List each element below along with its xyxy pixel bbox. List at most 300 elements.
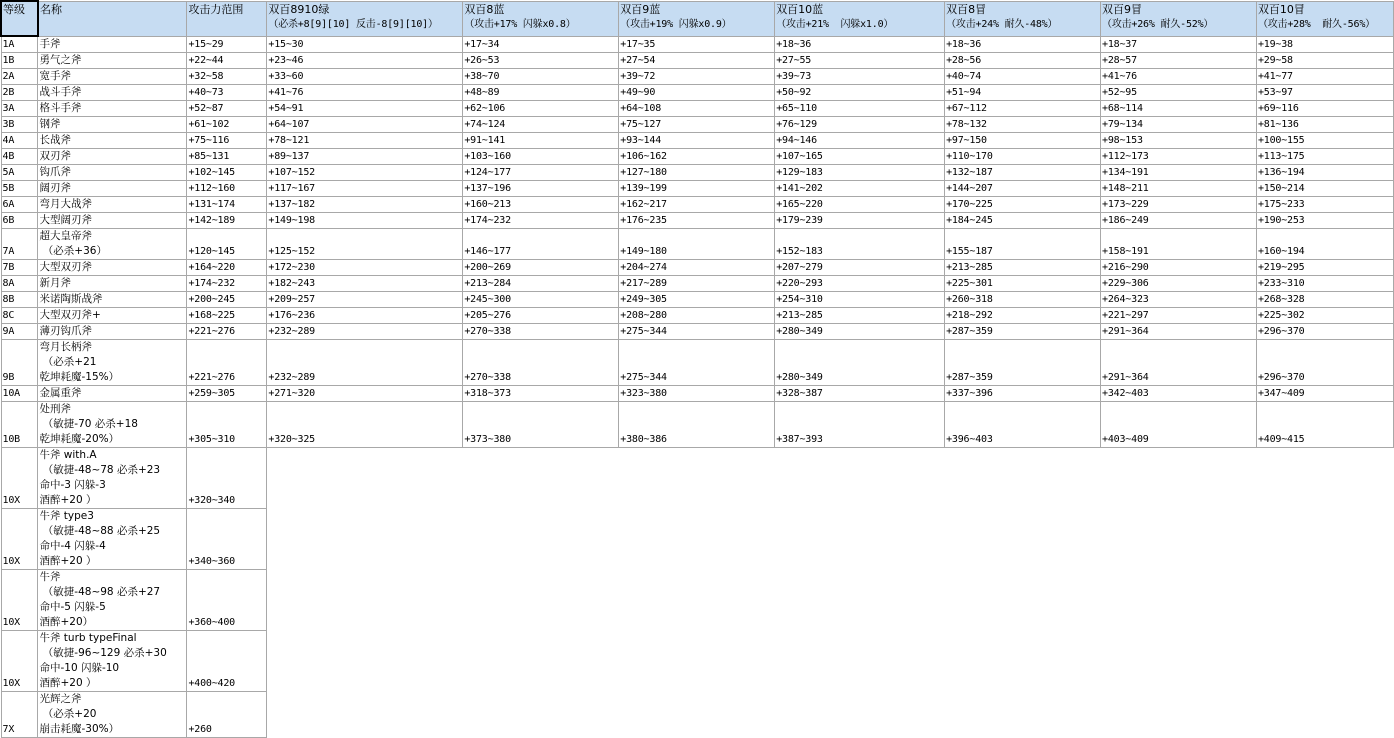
value-cell[interactable]: +409~415 bbox=[1256, 402, 1393, 448]
value-cell[interactable]: +225~302 bbox=[1256, 308, 1393, 324]
empty-cell bbox=[1101, 692, 1257, 738]
range-cell[interactable]: +305~310 bbox=[187, 402, 267, 448]
value-cell[interactable]: +182~243 bbox=[267, 276, 463, 292]
grade-cell[interactable]: 10B bbox=[1, 402, 38, 448]
value-cell[interactable]: +41~76 bbox=[267, 85, 463, 101]
header-col7-cell[interactable] bbox=[1256, 1, 1393, 36]
range-cell[interactable]: +200~245 bbox=[187, 292, 267, 308]
range-cell[interactable]: +22~44 bbox=[187, 53, 267, 69]
range-cell[interactable]: +221~276 bbox=[187, 340, 267, 386]
name-cell[interactable]: 弯月大战斧 bbox=[38, 197, 187, 213]
value-cell[interactable]: +144~207 bbox=[945, 181, 1101, 197]
range-cell[interactable]: +32~58 bbox=[187, 69, 267, 85]
value-cell[interactable]: +112~173 bbox=[1101, 149, 1257, 165]
empty-cell bbox=[619, 448, 775, 509]
empty-cell bbox=[1101, 631, 1257, 692]
value-cell[interactable]: +213~285 bbox=[945, 260, 1101, 276]
value-cell[interactable]: +52~95 bbox=[1101, 85, 1257, 101]
empty-cell bbox=[945, 509, 1101, 570]
name-cell[interactable]: 钢斧 bbox=[38, 117, 187, 133]
range-cell[interactable]: +85~131 bbox=[187, 149, 267, 165]
value-cell[interactable]: +200~269 bbox=[463, 260, 619, 276]
value-cell[interactable]: +173~229 bbox=[1101, 197, 1257, 213]
value-cell[interactable]: +107~152 bbox=[267, 165, 463, 181]
value-cell[interactable]: +190~253 bbox=[1256, 213, 1393, 229]
value-cell[interactable]: +100~155 bbox=[1256, 133, 1393, 149]
value-cell[interactable]: +39~72 bbox=[619, 69, 775, 85]
grade-cell[interactable]: 8C bbox=[1, 308, 38, 324]
range-cell[interactable]: +360~400 bbox=[187, 570, 267, 631]
value-cell[interactable]: +78~132 bbox=[945, 117, 1101, 133]
value-cell[interactable]: +205~276 bbox=[463, 308, 619, 324]
name-cell[interactable]: 金属重斧 bbox=[38, 386, 187, 402]
value-cell[interactable]: +221~297 bbox=[1101, 308, 1257, 324]
table-row bbox=[1, 260, 1394, 276]
value-cell[interactable]: +184~245 bbox=[945, 213, 1101, 229]
value-cell[interactable]: +41~77 bbox=[1256, 69, 1393, 85]
name-cell[interactable]: 大型阔刃斧 bbox=[38, 213, 187, 229]
value-cell[interactable]: +53~97 bbox=[1256, 85, 1393, 101]
name-cell[interactable]: 长战斧 bbox=[38, 133, 187, 149]
empty-cell bbox=[463, 509, 619, 570]
value-cell[interactable]: +141~202 bbox=[775, 181, 945, 197]
value-cell[interactable]: +79~134 bbox=[1101, 117, 1257, 133]
value-cell[interactable]: +174~232 bbox=[463, 213, 619, 229]
name-cell[interactable]: 处刑斧 （敏捷-70 必杀+18 乾坤耗魔-20%） bbox=[38, 402, 187, 448]
empty-cell bbox=[267, 509, 463, 570]
value-cell[interactable]: +18~36 bbox=[945, 36, 1101, 53]
table-row bbox=[1, 276, 1394, 292]
grade-cell[interactable]: 8B bbox=[1, 292, 38, 308]
name-cell[interactable]: 勇气之斧 bbox=[38, 53, 187, 69]
grade-cell[interactable]: 7B bbox=[1, 260, 38, 276]
value-cell[interactable]: +264~323 bbox=[1101, 292, 1257, 308]
value-cell[interactable]: +225~301 bbox=[945, 276, 1101, 292]
name-cell[interactable]: 手斧 bbox=[38, 36, 187, 53]
name-cell[interactable]: 双刃斧 bbox=[38, 149, 187, 165]
value-cell[interactable]: +232~289 bbox=[267, 324, 463, 340]
value-cell[interactable]: +347~409 bbox=[1256, 386, 1393, 402]
value-cell[interactable]: +124~177 bbox=[463, 165, 619, 181]
header-col5-title: 双百8冒 bbox=[946, 2, 987, 16]
value-cell[interactable]: +51~94 bbox=[945, 85, 1101, 101]
table-row bbox=[1, 509, 1394, 570]
value-cell[interactable]: +39~73 bbox=[775, 69, 945, 85]
grade-cell[interactable]: 6A bbox=[1, 197, 38, 213]
value-cell[interactable]: +320~325 bbox=[267, 402, 463, 448]
value-cell[interactable]: +291~364 bbox=[1101, 324, 1257, 340]
value-cell[interactable]: +208~280 bbox=[619, 308, 775, 324]
value-cell[interactable]: +91~141 bbox=[463, 133, 619, 149]
value-cell[interactable]: +160~194 bbox=[1256, 229, 1393, 260]
empty-cell bbox=[619, 509, 775, 570]
range-cell[interactable]: +260 bbox=[187, 692, 267, 738]
value-cell[interactable]: +78~121 bbox=[267, 133, 463, 149]
value-cell[interactable]: +67~112 bbox=[945, 101, 1101, 117]
value-cell[interactable]: +68~114 bbox=[1101, 101, 1257, 117]
empty-cell bbox=[945, 631, 1101, 692]
empty-cell bbox=[1256, 509, 1393, 570]
range-cell[interactable]: +40~73 bbox=[187, 85, 267, 101]
empty-cell bbox=[775, 570, 945, 631]
value-cell[interactable]: +137~182 bbox=[267, 197, 463, 213]
range-cell[interactable]: +340~360 bbox=[187, 509, 267, 570]
value-cell[interactable]: +233~310 bbox=[1256, 276, 1393, 292]
grade-cell[interactable]: 2B bbox=[1, 85, 38, 101]
value-cell[interactable]: +110~170 bbox=[945, 149, 1101, 165]
value-cell[interactable]: +62~106 bbox=[463, 101, 619, 117]
header-name-cell[interactable]: 名称 bbox=[38, 1, 187, 36]
empty-cell bbox=[267, 692, 463, 738]
grade-cell[interactable]: 5A bbox=[1, 165, 38, 181]
table-row bbox=[1, 101, 1394, 117]
value-cell[interactable]: +268~328 bbox=[1256, 292, 1393, 308]
range-cell[interactable]: +168~225 bbox=[187, 308, 267, 324]
value-cell[interactable]: +27~54 bbox=[619, 53, 775, 69]
table-row bbox=[1, 631, 1394, 692]
empty-cell bbox=[775, 631, 945, 692]
grade-cell[interactable]: 10A bbox=[1, 386, 38, 402]
value-cell[interactable]: +296~370 bbox=[1256, 340, 1393, 386]
value-cell[interactable]: +17~34 bbox=[463, 36, 619, 53]
value-cell[interactable]: +152~183 bbox=[775, 229, 945, 260]
value-cell[interactable]: +134~191 bbox=[1101, 165, 1257, 181]
value-cell[interactable]: +28~56 bbox=[945, 53, 1101, 69]
value-cell[interactable]: +65~110 bbox=[775, 101, 945, 117]
value-cell[interactable]: +229~306 bbox=[1101, 276, 1257, 292]
grade-cell[interactable]: 1B bbox=[1, 53, 38, 69]
grade-cell[interactable]: 9A bbox=[1, 324, 38, 340]
value-cell[interactable]: +287~359 bbox=[945, 324, 1101, 340]
value-cell[interactable]: +89~137 bbox=[267, 149, 463, 165]
value-cell[interactable]: +170~225 bbox=[945, 197, 1101, 213]
value-cell[interactable]: +254~310 bbox=[775, 292, 945, 308]
empty-cell bbox=[463, 631, 619, 692]
name-cell[interactable]: 大型双刃斧+ bbox=[38, 308, 187, 324]
value-cell[interactable]: +380~386 bbox=[619, 402, 775, 448]
value-cell[interactable]: +175~233 bbox=[1256, 197, 1393, 213]
value-cell[interactable]: +75~127 bbox=[619, 117, 775, 133]
value-cell[interactable]: +318~373 bbox=[463, 386, 619, 402]
range-cell[interactable]: +52~87 bbox=[187, 101, 267, 117]
value-cell[interactable]: +213~284 bbox=[463, 276, 619, 292]
value-cell[interactable]: +260~318 bbox=[945, 292, 1101, 308]
empty-cell bbox=[1256, 448, 1393, 509]
range-cell[interactable]: +164~220 bbox=[187, 260, 267, 276]
name-cell[interactable]: 米诺陶斯战斧 bbox=[38, 292, 187, 308]
empty-cell bbox=[945, 448, 1101, 509]
value-cell[interactable]: +287~359 bbox=[945, 340, 1101, 386]
value-cell[interactable]: +74~124 bbox=[463, 117, 619, 133]
empty-cell bbox=[267, 631, 463, 692]
header-col3-cell[interactable] bbox=[619, 1, 775, 36]
value-cell[interactable]: +18~37 bbox=[1101, 36, 1257, 53]
value-cell[interactable]: +204~274 bbox=[619, 260, 775, 276]
value-cell[interactable]: +275~344 bbox=[619, 340, 775, 386]
value-cell[interactable]: +129~183 bbox=[775, 165, 945, 181]
value-cell[interactable]: +15~30 bbox=[267, 36, 463, 53]
value-cell[interactable]: +50~92 bbox=[775, 85, 945, 101]
header-col5-cell[interactable] bbox=[945, 1, 1101, 36]
table-row bbox=[1, 692, 1394, 738]
header-col6-sub: （攻击+26% 耐久-52%） bbox=[1102, 18, 1214, 30]
header-row bbox=[1, 1, 1394, 36]
value-cell[interactable]: +146~177 bbox=[463, 229, 619, 260]
grade-cell[interactable]: 5B bbox=[1, 181, 38, 197]
empty-cell bbox=[1256, 692, 1393, 738]
value-cell[interactable]: +176~235 bbox=[619, 213, 775, 229]
header-col2-sub: （攻击+17% 闪躲x0.8） bbox=[464, 18, 576, 30]
name-cell[interactable]: 牛斧 turb typeFinal （敏捷-96~129 必杀+30 命中-10 闪躲-10 酒醉+20 ） bbox=[38, 631, 187, 692]
value-cell[interactable]: +94~146 bbox=[775, 133, 945, 149]
header-col3-sub: （攻击+19% 闪躲x0.9） bbox=[620, 18, 732, 30]
empty-cell bbox=[267, 570, 463, 631]
value-cell[interactable]: +127~180 bbox=[619, 165, 775, 181]
name-cell[interactable]: 阔刃斧 bbox=[38, 181, 187, 197]
value-cell[interactable]: +270~338 bbox=[463, 324, 619, 340]
grade-cell[interactable]: 8A bbox=[1, 276, 38, 292]
value-cell[interactable]: +207~279 bbox=[775, 260, 945, 276]
range-cell[interactable]: +174~232 bbox=[187, 276, 267, 292]
value-cell[interactable]: +150~214 bbox=[1256, 181, 1393, 197]
range-cell[interactable]: +61~102 bbox=[187, 117, 267, 133]
value-cell[interactable]: +117~167 bbox=[267, 181, 463, 197]
value-cell[interactable]: +48~89 bbox=[463, 85, 619, 101]
value-cell[interactable]: +149~180 bbox=[619, 229, 775, 260]
range-cell[interactable]: +400~420 bbox=[187, 631, 267, 692]
value-cell[interactable]: +158~191 bbox=[1101, 229, 1257, 260]
grade-cell[interactable]: 3A bbox=[1, 101, 38, 117]
name-cell[interactable]: 牛斧 with.A （敏捷-48~78 必杀+23 命中-3 闪躲-3 酒醉+20 ） bbox=[38, 448, 187, 509]
grade-cell[interactable]: 4B bbox=[1, 149, 38, 165]
value-cell[interactable]: +218~292 bbox=[945, 308, 1101, 324]
value-cell[interactable]: +217~289 bbox=[619, 276, 775, 292]
value-cell[interactable]: +64~108 bbox=[619, 101, 775, 117]
header-range-cell[interactable]: 攻击力范围 bbox=[187, 1, 267, 36]
grade-cell[interactable]: 6B bbox=[1, 213, 38, 229]
value-cell[interactable]: +93~144 bbox=[619, 133, 775, 149]
empty-cell bbox=[619, 692, 775, 738]
value-cell[interactable]: +28~57 bbox=[1101, 53, 1257, 69]
range-cell[interactable]: +112~160 bbox=[187, 181, 267, 197]
range-cell[interactable]: +75~116 bbox=[187, 133, 267, 149]
name-cell[interactable]: 弯月长柄斧 （必杀+21 乾坤耗魔-15%） bbox=[38, 340, 187, 386]
grade-cell[interactable]: 7A bbox=[1, 229, 38, 260]
name-cell[interactable]: 光辉之斧 （必杀+20 崩击耗魔-30%） bbox=[38, 692, 187, 738]
value-cell[interactable]: +27~55 bbox=[775, 53, 945, 69]
value-cell[interactable]: +213~285 bbox=[775, 308, 945, 324]
value-cell[interactable]: +54~91 bbox=[267, 101, 463, 117]
table-row bbox=[1, 85, 1394, 101]
empty-cell bbox=[775, 448, 945, 509]
header-col4-cell[interactable] bbox=[775, 1, 945, 36]
empty-cell bbox=[463, 570, 619, 631]
header-col7-title: 双百10冒 bbox=[1257, 2, 1305, 16]
value-cell[interactable]: +270~338 bbox=[463, 340, 619, 386]
table-row bbox=[1, 197, 1394, 213]
grade-cell[interactable]: 1A bbox=[1, 36, 38, 53]
value-cell[interactable]: +98~153 bbox=[1101, 133, 1257, 149]
value-cell[interactable]: +49~90 bbox=[619, 85, 775, 101]
table-row bbox=[1, 448, 1394, 509]
value-cell[interactable]: +373~380 bbox=[463, 402, 619, 448]
range-cell[interactable]: +142~189 bbox=[187, 213, 267, 229]
header-col2-title: 双百8蓝 bbox=[464, 2, 505, 16]
value-cell[interactable]: +18~36 bbox=[775, 36, 945, 53]
table-row bbox=[1, 570, 1394, 631]
table-body bbox=[1, 36, 1394, 738]
table-row bbox=[1, 181, 1394, 197]
empty-cell bbox=[463, 692, 619, 738]
value-cell[interactable]: +219~295 bbox=[1256, 260, 1393, 276]
value-cell[interactable]: +280~349 bbox=[775, 340, 945, 386]
table-row bbox=[1, 53, 1394, 69]
value-cell[interactable]: +337~396 bbox=[945, 386, 1101, 402]
value-cell[interactable]: +387~393 bbox=[775, 402, 945, 448]
value-cell[interactable]: +403~409 bbox=[1101, 402, 1257, 448]
value-cell[interactable]: +139~199 bbox=[619, 181, 775, 197]
header-col4-sub: （攻击+21% 闪躲x1.0） bbox=[776, 18, 894, 30]
header-col4-title: 双百10蓝 bbox=[776, 2, 824, 16]
empty-cell bbox=[775, 509, 945, 570]
table-row bbox=[1, 133, 1394, 149]
value-cell[interactable]: +232~289 bbox=[267, 340, 463, 386]
value-cell[interactable]: +19~38 bbox=[1256, 36, 1393, 53]
value-cell[interactable]: +155~187 bbox=[945, 229, 1101, 260]
empty-cell bbox=[1101, 509, 1257, 570]
value-cell[interactable]: +26~53 bbox=[463, 53, 619, 69]
value-cell[interactable]: +23~46 bbox=[267, 53, 463, 69]
grade-cell[interactable]: 2A bbox=[1, 69, 38, 85]
header-col1-cell[interactable] bbox=[267, 1, 463, 36]
table-row bbox=[1, 340, 1394, 386]
value-cell[interactable]: +165~220 bbox=[775, 197, 945, 213]
empty-cell bbox=[267, 448, 463, 509]
grade-cell[interactable]: 10X bbox=[1, 570, 38, 631]
name-cell[interactable]: 战斗手斧 bbox=[38, 85, 187, 101]
empty-cell bbox=[619, 631, 775, 692]
value-cell[interactable]: +125~152 bbox=[267, 229, 463, 260]
value-cell[interactable]: +137~196 bbox=[463, 181, 619, 197]
name-cell[interactable]: 格斗手斧 bbox=[38, 101, 187, 117]
value-cell[interactable]: +179~239 bbox=[775, 213, 945, 229]
grade-cell[interactable]: 7X bbox=[1, 692, 38, 738]
table-row bbox=[1, 69, 1394, 85]
value-cell[interactable]: +162~217 bbox=[619, 197, 775, 213]
value-cell[interactable]: +148~211 bbox=[1101, 181, 1257, 197]
value-cell[interactable]: +107~165 bbox=[775, 149, 945, 165]
grade-cell[interactable]: 4A bbox=[1, 133, 38, 149]
value-cell[interactable]: +172~230 bbox=[267, 260, 463, 276]
value-cell[interactable]: +160~213 bbox=[463, 197, 619, 213]
grade-cell[interactable]: 10X bbox=[1, 631, 38, 692]
value-cell[interactable]: +33~60 bbox=[267, 69, 463, 85]
value-cell[interactable]: +209~257 bbox=[267, 292, 463, 308]
range-cell[interactable]: +221~276 bbox=[187, 324, 267, 340]
value-cell[interactable]: +216~290 bbox=[1101, 260, 1257, 276]
value-cell[interactable]: +81~136 bbox=[1256, 117, 1393, 133]
header-col5-sub: （攻击+24% 耐久-48%） bbox=[946, 18, 1058, 30]
table-row bbox=[1, 324, 1394, 340]
value-cell[interactable]: +41~76 bbox=[1101, 69, 1257, 85]
empty-cell bbox=[945, 570, 1101, 631]
value-cell[interactable]: +176~236 bbox=[267, 308, 463, 324]
empty-cell bbox=[463, 448, 619, 509]
value-cell[interactable]: +76~129 bbox=[775, 117, 945, 133]
value-cell[interactable]: +106~162 bbox=[619, 149, 775, 165]
value-cell[interactable]: +97~150 bbox=[945, 133, 1101, 149]
value-cell[interactable]: +103~160 bbox=[463, 149, 619, 165]
table-row bbox=[1, 308, 1394, 324]
table-row bbox=[1, 292, 1394, 308]
name-cell[interactable]: 超大皇帝斧 （必杀+36） bbox=[38, 229, 187, 260]
value-cell[interactable]: +280~349 bbox=[775, 324, 945, 340]
range-cell[interactable]: +320~340 bbox=[187, 448, 267, 509]
table-row bbox=[1, 213, 1394, 229]
name-cell[interactable]: 薄刃钩爪斧 bbox=[38, 324, 187, 340]
empty-cell bbox=[1101, 448, 1257, 509]
range-cell[interactable]: +131~174 bbox=[187, 197, 267, 213]
table-row bbox=[1, 402, 1394, 448]
header-col3-title: 双百9蓝 bbox=[620, 2, 661, 16]
grade-cell[interactable]: 9B bbox=[1, 340, 38, 386]
name-cell[interactable]: 大型双刃斧 bbox=[38, 260, 187, 276]
header-col6-cell[interactable] bbox=[1101, 1, 1257, 36]
value-cell[interactable]: +38~70 bbox=[463, 69, 619, 85]
value-cell[interactable]: +396~403 bbox=[945, 402, 1101, 448]
value-cell[interactable]: +113~175 bbox=[1256, 149, 1393, 165]
empty-cell bbox=[1256, 631, 1393, 692]
value-cell[interactable]: +275~344 bbox=[619, 324, 775, 340]
value-cell[interactable]: +29~58 bbox=[1256, 53, 1393, 69]
value-cell[interactable]: +342~403 bbox=[1101, 386, 1257, 402]
grade-cell[interactable]: 3B bbox=[1, 117, 38, 133]
range-cell[interactable]: +120~145 bbox=[187, 229, 267, 260]
empty-cell bbox=[1256, 570, 1393, 631]
value-cell[interactable]: +64~107 bbox=[267, 117, 463, 133]
value-cell[interactable]: +245~300 bbox=[463, 292, 619, 308]
name-cell[interactable]: 牛斧 type3 （敏捷-48~88 必杀+25 命中-4 闪躲-4 酒醉+20 ） bbox=[38, 509, 187, 570]
range-cell[interactable]: +102~145 bbox=[187, 165, 267, 181]
name-cell[interactable]: 钩爪斧 bbox=[38, 165, 187, 181]
grade-cell[interactable]: 10X bbox=[1, 448, 38, 509]
range-cell[interactable]: +15~29 bbox=[187, 36, 267, 53]
name-cell[interactable]: 宽手斧 bbox=[38, 69, 187, 85]
header-grade-cell[interactable]: 等级 bbox=[1, 1, 38, 36]
header-col2-cell[interactable] bbox=[463, 1, 619, 36]
value-cell[interactable]: +149~198 bbox=[267, 213, 463, 229]
value-cell[interactable]: +296~370 bbox=[1256, 324, 1393, 340]
value-cell[interactable]: +40~74 bbox=[945, 69, 1101, 85]
name-cell[interactable]: 新月斧 bbox=[38, 276, 187, 292]
name-cell[interactable]: 牛斧 （敏捷-48~98 必杀+27 命中-5 闪躲-5 酒醉+20） bbox=[38, 570, 187, 631]
range-cell[interactable]: +259~305 bbox=[187, 386, 267, 402]
value-cell[interactable]: +323~380 bbox=[619, 386, 775, 402]
empty-cell bbox=[945, 692, 1101, 738]
value-cell[interactable]: +136~194 bbox=[1256, 165, 1393, 181]
value-cell[interactable]: +186~249 bbox=[1101, 213, 1257, 229]
value-cell[interactable]: +271~320 bbox=[267, 386, 463, 402]
value-cell[interactable]: +69~116 bbox=[1256, 101, 1393, 117]
value-cell[interactable]: +220~293 bbox=[775, 276, 945, 292]
grade-cell[interactable]: 10X bbox=[1, 509, 38, 570]
value-cell[interactable]: +17~35 bbox=[619, 36, 775, 53]
table-row bbox=[1, 36, 1394, 53]
value-cell[interactable]: +249~305 bbox=[619, 292, 775, 308]
value-cell[interactable]: +132~187 bbox=[945, 165, 1101, 181]
value-cell[interactable]: +328~387 bbox=[775, 386, 945, 402]
value-cell[interactable]: +291~364 bbox=[1101, 340, 1257, 386]
